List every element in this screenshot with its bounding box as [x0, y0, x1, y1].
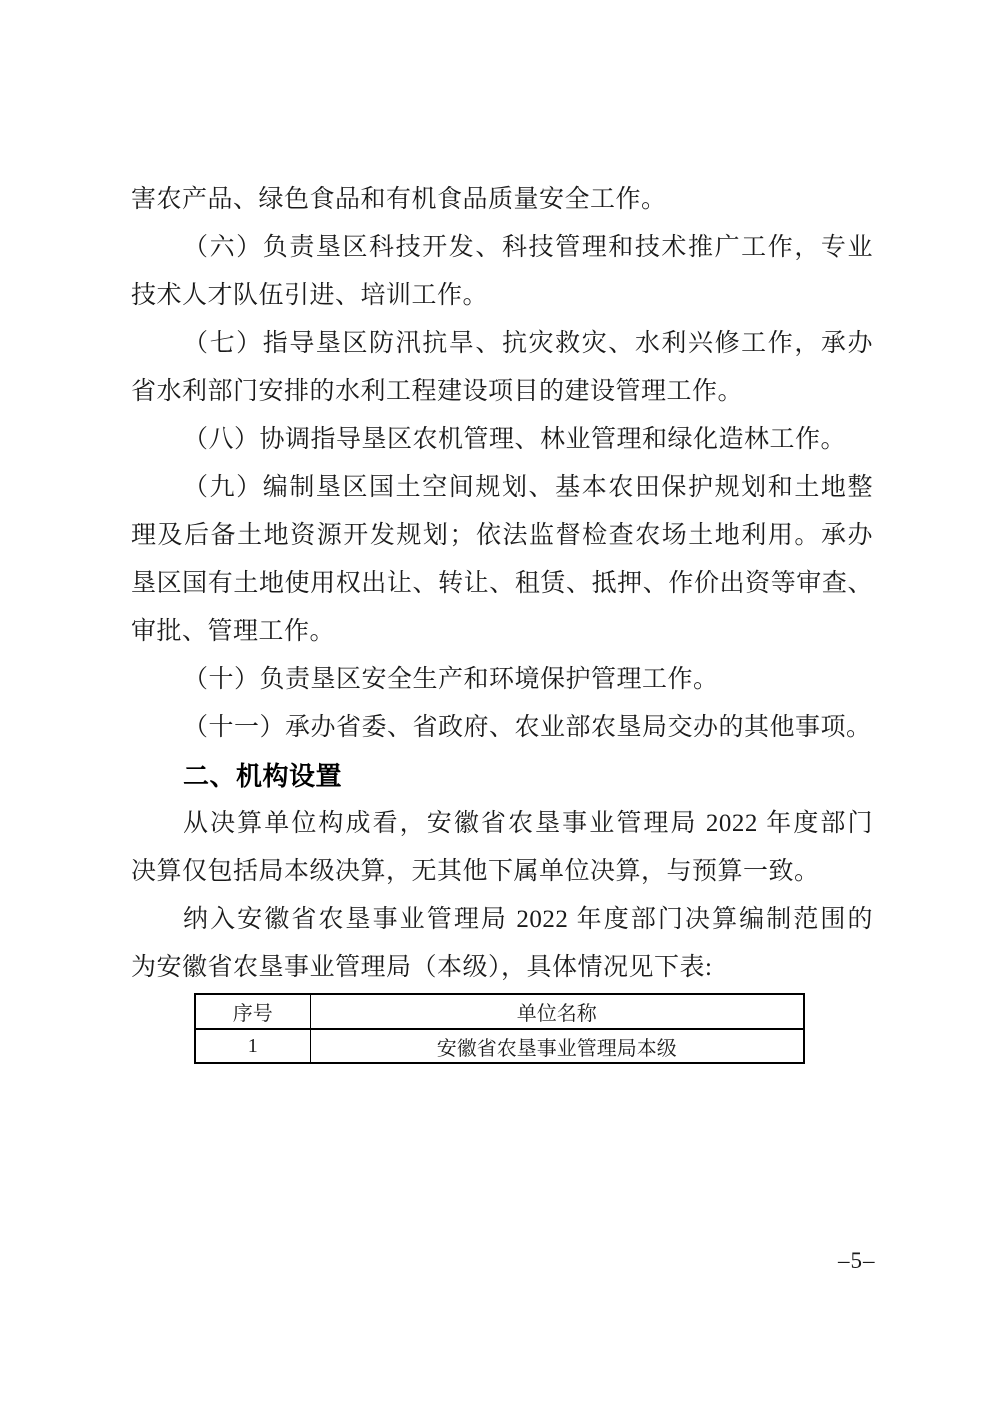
paragraph-line: 决算仅包括局本级决算，无其他下属单位决算，与预算一致。	[131, 858, 820, 885]
table-row	[195, 1029, 804, 1063]
paragraph-line: 省水利部门安排的水利工程建设项目的建设管理工作。	[131, 378, 744, 405]
page-number: –5–	[838, 1248, 876, 1273]
paragraph-line: 害农产品、绿色食品和有机食品质量安全工作。	[131, 186, 667, 213]
paragraph-line: 垦区国有土地使用权出让、转让、租赁、抵押、作价出资等审查、	[131, 570, 873, 597]
unit-table-header-no: 序号	[195, 994, 310, 1029]
paragraph-line: （七）指导垦区防汛抗旱、抗灾救灾、水利兴修工作，承办	[183, 330, 873, 357]
unit-row-no: 1	[195, 1029, 310, 1063]
unit-table-header-name: 单位名称	[310, 994, 804, 1029]
paragraph-line: （六）负责垦区科技开发、科技管理和技术推广工作，专业	[183, 234, 873, 261]
paragraph-line: 审批、管理工作。	[131, 618, 336, 645]
paragraph-line: （八）协调指导垦区农机管理、林业管理和绿化造林工作。	[183, 426, 847, 453]
paragraph-line: （十一）承办省委、省政府、农业部农垦局交办的其他事项。	[183, 714, 872, 741]
paragraph-line: 从决算单位构成看，安徽省农垦事业管理局 2022 年度部门	[183, 810, 873, 837]
unit-table	[194, 993, 805, 1064]
paragraph-line: 技术人才队伍引进、培训工作。	[131, 282, 489, 309]
paragraph-line: （九）编制垦区国土空间规划、基本农田保护规划和土地整	[183, 474, 873, 501]
paragraph-line: 纳入安徽省农垦事业管理局 2022 年度部门决算编制范围的	[183, 906, 873, 933]
paragraph-line: 理及后备土地资源开发规划；依法监督检查农场土地利用。承办	[131, 522, 873, 549]
section-heading: 二、机构设置	[183, 761, 343, 791]
body-text	[131, 176, 873, 992]
unit-table-header-row	[195, 994, 804, 1029]
paragraph-line: （十）负责垦区安全生产和环境保护管理工作。	[183, 666, 719, 693]
unit-row-name: 安徽省农垦事业管理局本级	[310, 1029, 804, 1063]
paragraph-line: 为安徽省农垦事业管理局（本级），具体情况见下表:	[131, 954, 713, 981]
